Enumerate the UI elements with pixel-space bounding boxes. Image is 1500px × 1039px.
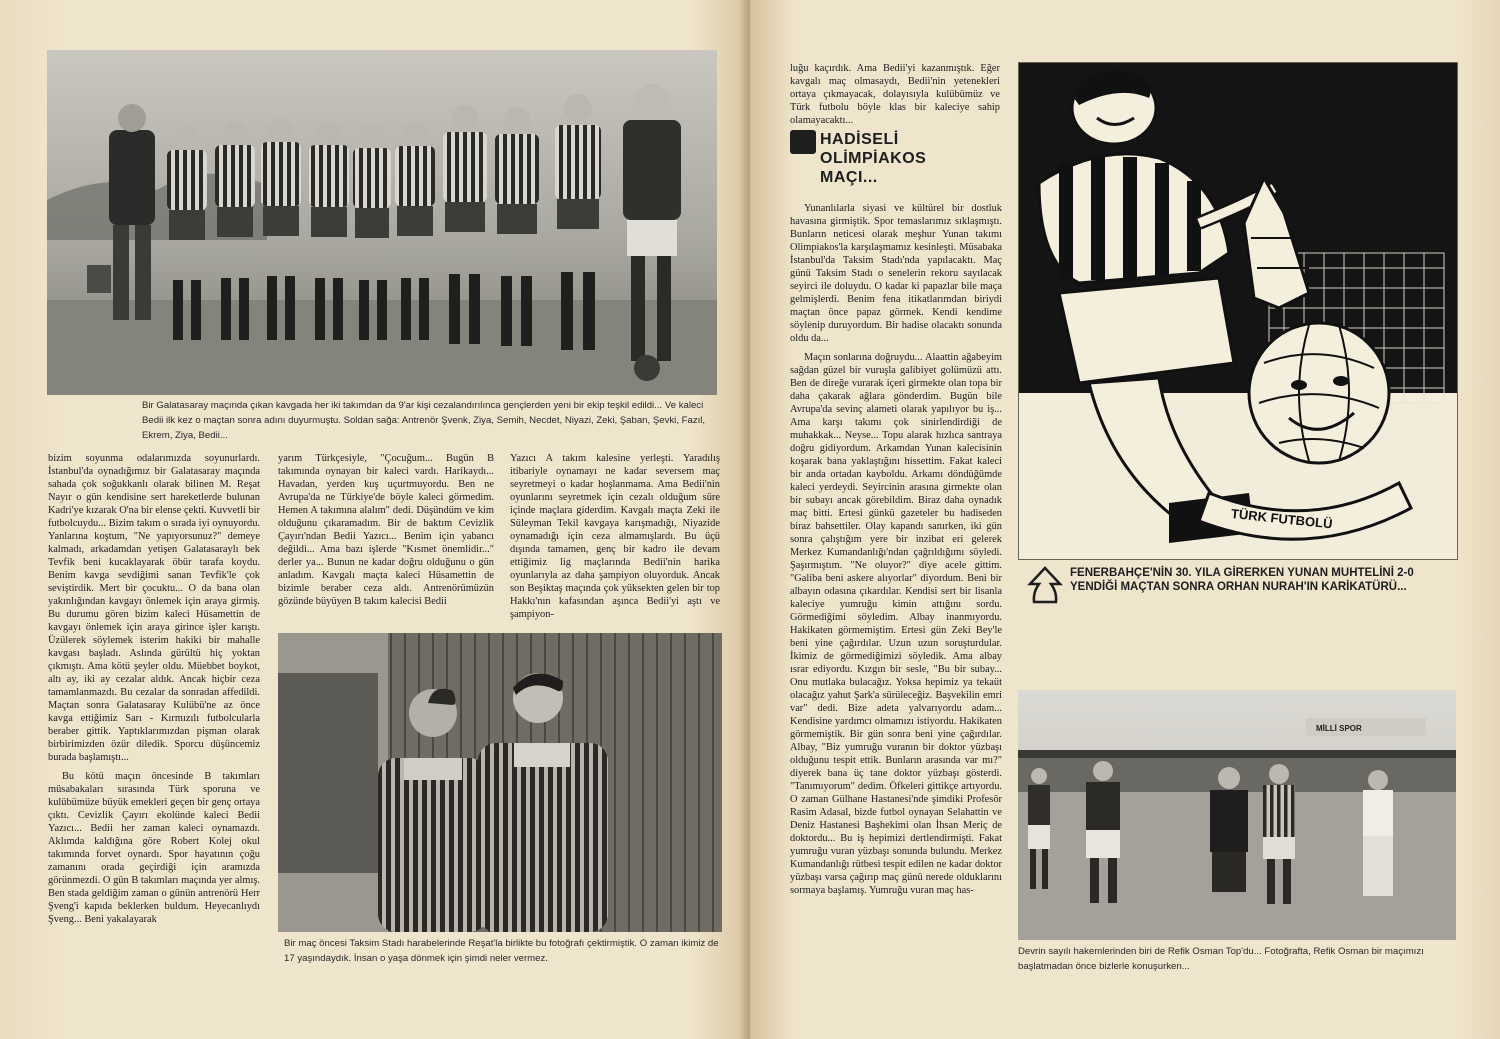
right-intro-paragraph: luğu kaçırdık. Ama Bedii'yi kazanmıştık. Eğer kavgalı maç olmasaydı, Bedii'nin yetenekleri ortaya çıkmayacak, dolayısıyla kulübümüz ve Türk futbolu böyle klas bir kaleciye sahip olamayacaktı... [790, 63, 1000, 126]
cartoon-frame [1018, 62, 1458, 560]
right-intro-text [790, 62, 1000, 133]
left-col3-paragraph: Yazıcı A takım kalesine yerleşti. Yaradılış itibariyle oynamayı ne kadar seversem maç seyretmeyi o kadar hoşlanmama. Ama Bedii'nin oyunlarını seyretmek için cezalı olduğum süre içinde maçlara giderdim. Kavgalı maçta Zeki ile Süleyman Tekil kavgaya karışmadığı, Niyazide oynamadığı için ceza almamışlardı. Bu üçü dışında tamamen, genç bir kadro ile devam ettiğimiz lig maçlarında Bedii'nin harika oyunlarıyla az daha şampiyon oluyorduk. Ancak son Beşiktaş maçında çok yüksekten gelen bir top Hakkı'nın kafasından aşınca Bedii'yi aştı ve şampiyon- [510, 453, 720, 620]
referee-photo-image [1018, 690, 1456, 940]
section-heading [820, 130, 1000, 187]
team-photo-caption: Bir Galatasaray maçında çıkan kavgada her iki takımdan da 9'ar kişi cezalandırılınca gençlerden yeni bir ekip teşkil edildi... Ve kaleci Bedii ilk kez o maçtan sonra adını duyurmuştu. Soldan sağa: Antrenör Şvenk, Ziya, Semih, Necdet, Niyazi, Zeki, Şaban, Şevki, Fazıl, Ekrem, Ziya, Bedii... [142, 400, 706, 441]
caption-arrow-icon [1026, 566, 1064, 606]
section-heading-line-3: MAÇI... [820, 169, 878, 186]
cartoon-illustration [1019, 63, 1457, 559]
referee-photo-caption: Devrin sayılı hakemlerinden biri de Refik Osman Top'du... Fotoğrafta, Refik Osman bir maçımızı başlatmadan önce bizlerle konuşurken... [1018, 946, 1424, 972]
section-heading-line-2: OLİMPİAKOS [820, 150, 927, 167]
referee-photo [1018, 690, 1456, 940]
duo-photo-caption: Bir maç öncesi Taksim Stadı harabelerinde Reşat'la birlikte bu fotoğrafı çektirmiştik. O zaman ikimiz de 17 yaşındaydık. İnsan o yaşa dönmek için şimdi neler vermez. [284, 938, 719, 964]
team-photo-image [47, 50, 717, 395]
stand-sign-text: MİLLİ SPOR [1316, 724, 1362, 733]
team-photo [47, 50, 717, 395]
duo-photo-image [278, 633, 722, 932]
section-heading-line-1: HADİSELİ [820, 131, 899, 148]
cartoon-caption: FENERBAHÇE'NİN 30. YILA GİRERKEN YUNAN MUHTELİNİ 2-0 YENDİĞİ MAÇTAN SONRA ORHAN NURAH'IN KARİKATÜRÜ... [1070, 567, 1414, 593]
left-column-1 [48, 452, 260, 932]
left-col1-paragraph-2: Bu kötü maçın öncesinde B takımları müsabakaları sırasında Türk sporuna ve kulübümüze büyük emekleri geçen bir genç ortaya çıktı. Cevizlik Çayırı ekolünde kaleci Bedii Yazıcı... Bedii her zaman kaleci oynamazdı. Aklımda kaldığına göre Robert Kolej okul takımında forvet oynardı. Spor hayatının çoğu zamanını orada geçirdiği için aramızda görünmezdi. O gün B takımları maçında yer almış. Ben stada geldiğim zaman o günün antrenörü Herr Şveng'i kapıda beklerken buldum. Heyecanlıydı Şveng... Beni yakalayarak [48, 771, 260, 925]
cartoon-sash-text: TÜRK FUTBOLÜ [1230, 505, 1334, 532]
right-col-paragraph-1: Yunanlılarla siyasi ve kültürel bir dostluk havasına girmiştik. Spor temaslarımız sıklaşmıştı. Bunların neticesi olarak meşhur Yunan takımı Olimpiakos'la karşılaşmamız kesinleşti. Müsabaka İstanbul'da Taksim Stadı'nda yapılacaktı. Maç günü Taksim Stadı o senelerin rekoru sayılacak seyirci ile doluydu. O kadar ki papazlar bile maça gelmişlerdi. Benim fena itikatlarımdan biriydi maçtan önce papaz görmek. Kendi kendime söylenip duruyordum. Bir hadise olacaktı sonunda oldu da... [790, 203, 1002, 344]
right-page [750, 0, 1500, 1039]
left-col1-paragraph-1: bizim soyunma odalarımızda soyunurlardı. İstanbul'da oynadığımız bir Galatasaray maçında sahada çok soğukkanlı olarak bilinen M. Reşat Nayır o gün kendisine sert hareketlerde bulunan Kadri'ye kızarak O'na bir elense çekti. Kuvvetli bir futbolcuydu... Bizim takım o sırada iyi oynuyordu. Yanlarına koştum, "Ne yapıyorsunuz?" demeye kalmadı, arkadamdan yetişen Galatasaraylı bek Tevfik beni kucaklayarak öbür tarafa koydu. Benim kavga sevdiğimi sanan Tevfik'le çok seviştirdik. Mert bir çocuktu... O da bana olan yakınlığından kavgayı önlemek için araya girmiş. Bu durumu gören bizim kaleci Hüsamettin de kavgayı önlemek için araya girince işler karıştı. Üzülerek söylemek isterim hakiki bir mahalle kavgası başladı. Aslında gürültü hiç yoktan çıkmıştı. Ama kötü şeyler oldu. Müebbet boykot, altı ay, iki ay cezalar aldık. Ancak hiçbir ceza tamamlanmazdı. Bu cezalar da sonradan affedildi. Maçtan sonra Galatasaray Kulübü'ne az önce kavga ettiğimiz Sarı - Kırmızılı futbolcularla beraber gittik. Yaptıklarımızdan pişman olarak birbirimizden özür diledik. Sporcu düşüncemiz burada başlamıştı... [48, 453, 260, 763]
right-main-column [790, 202, 1002, 1032]
left-column-2 [278, 452, 494, 614]
right-col-paragraph-2: Maçın sonlarına doğruydu... Alaattin ağabeyim sağdan güzel bir vuruşla galibiyet golümüzü attı. Ben de direğe vurarak içeri girmekte olan topa bir daha çakarak ağlara gönderdim. Bugün bile Avrupa'da sevinç alameti olarak yapılıyor bu iş... Ama karşı takımı çok sinirlendirdiği de muhakkak... Neyse... Topu alarak hızlıca santraya doğru gidiyordum. Arkamdan Yunan kalecisinin koşarak bana yaklaştığını hissettim. Fakat kaleci bir anda ortadan kayboldu. Arkamı döndüğümde kaleci yerdeydi. Seyircinin arasına girmekte olan bir subayı ancak görebildim. Biraz daha oynadık maç bitti. Ertesi günkü gazeteler bu hadiseden biraz bahsettiler. Olay kapandı sanırken, iki gün sonra çalıştığım yere bir inzibat eri gelerek Merkez Kumandanlığı'ndan çağrıldığımı söyledi. Şaşırmıştım. "Ne oluyor?" diye acele gittim. "Galiba beni askere alıyorlar" diyordum. Beni bir albayın odasına çıkardılar. Kendisi sert bir lisanla kaleciye yumruğu kimin attığını sordu. Görmediğimi söyledim. Albay inanmıyordu. Hakikaten görmemiştim. Ertesi gün Zeki Bey'le beni yine çağırdılar. Uzun uzun soruşturdular. İkimiz de görmediğimizi söyledik. Ama albay ısrar ediyordu. Kızgın bir sesle, "Bu bir subay... Onu mutlaka bulacağız. Yoksa hepimiz ya tekaüt olacağız yahut Şark'a sürüleceğiz. Başvekilin emri var" dedi. Bize adeta yalvarıyordu adam... Kendisine yardımcı olmamızı istiyordu. Hakikaten görmemiştik. Bir gün sonra beni yine çağırdılar. Albay, "Biz yumruğu vuranın bir doktor yüzbaşı olduğunu tespit ettik. Bunların arasında var mı?" diyerek bana üç tane doktor yüzbaşı gösterdi. "Tanımıyorum" dedim. Öfkeleri gittikçe artıyordu. O zaman Gülhane Hastanesi'nde şimdiki Profesör Rasim Adasal, bizde futbol oynayan Selahattin ve Deniz Hastanesi Başhekimi olan İhsan Meriç de doktordu... Bu iş hepimizi dertlendirmişti. Fakat yumruğu vuran yüzbaşı sonunda bulundu. Merkez Kumandanlığı rütbesi tespit edilen ne kadar doktor yüzbaşı varsa çağırıp maç günü nerede olduklarını sormaya başlamış. Yumruğu vuran maç has- [790, 352, 1002, 896]
left-col2-paragraph: yarım Türkçesiyle, "Çocuğum... Bugün B takımında oynayan bir kaleci vardı. Harikaydı... Havadan, yerden kuş uçurtmuyordu. Ben ne Avrupa'da ne Türkiye'de böyle kaleci görmedim. Hemen A takımına alalım" dedi. Düşündüm ve kim olduğunu çıkaramadım. Bir de baktım Cevizlik Çayırı'ndan Bedii Yazıcı... Benim için yabancı değildi... Ama bazı işlerde "Kısmet önemlidir..." derler ya... Bunun ne kadar doğru olduğunu o gün anladım. Kavgalı maçta kaleci Hüsamettin de bizimle beraber ceza aldı. Antrenörümüzün gözünde büyüyen B takım kalecisi Bedii [278, 453, 494, 607]
duo-photo [278, 633, 722, 932]
left-column-3 [510, 452, 720, 627]
heading-square-icon [790, 130, 816, 154]
